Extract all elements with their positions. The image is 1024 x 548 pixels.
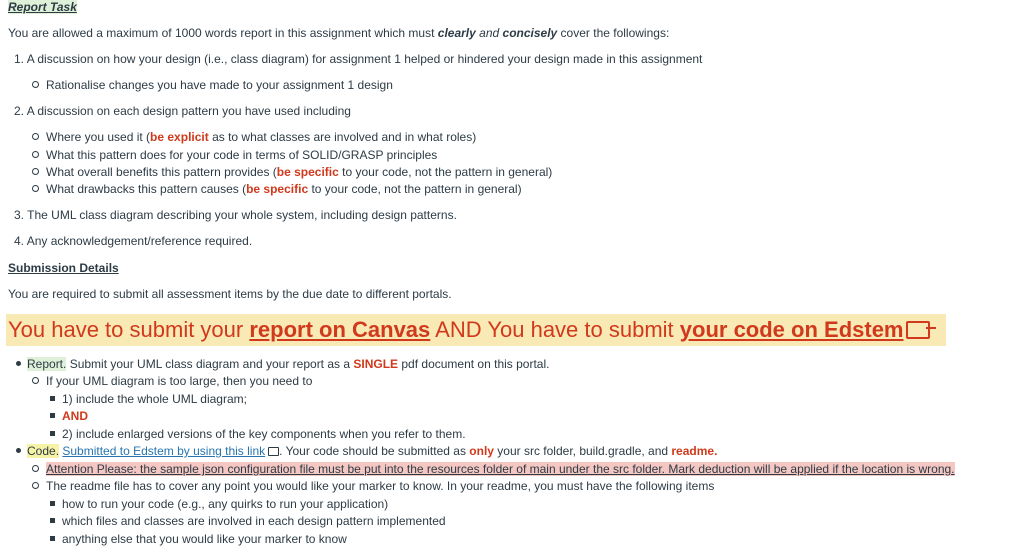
circle-bullet-icon (32, 185, 39, 192)
list-item-2-sub-c: What overall benefits this pattern provides (be specific to your code, not the pattern in general) (32, 164, 552, 180)
code-edstem-link[interactable]: your code on Edstem (679, 317, 904, 342)
list-item-1: 1. A discussion on how your design (i.e., class diagram) for assignment 1 helped or hindered your design made in this assignment (14, 52, 703, 66)
report-canvas-link[interactable]: report on Canvas (249, 317, 431, 342)
circle-bullet-icon (32, 377, 39, 384)
edstem-submission-link[interactable]: Submitted to Edstem by using this link (62, 444, 266, 458)
list-item-1-sub: Rationalise changes you have made to your assignment 1 design (32, 77, 393, 93)
code-sub-attention: Attention Please: the sample json configuration file must be put into the resources folder of main under the src folder. Mark deduction will be applied if the location is wrong. (32, 461, 955, 477)
code-sub-item-3: anything else that you would like your marker to know (50, 531, 347, 547)
square-bullet-icon (50, 431, 55, 436)
dot-bullet-icon (16, 448, 21, 453)
report-bullet: Report. Submit your UML class diagram and your report as a SINGLE pdf document on this portal. (16, 356, 549, 372)
report-task-heading: Report Task (8, 0, 77, 14)
submission-banner: You have to submit your report on Canvas AND You have to submit your code on Edstem (6, 314, 946, 346)
square-bullet-icon (50, 396, 55, 401)
code-sub-item-2: which files and classes are involved in each design pattern implemented (50, 513, 446, 529)
square-bullet-icon (50, 413, 55, 418)
square-bullet-icon (50, 518, 55, 523)
circle-bullet-icon (32, 151, 39, 158)
dot-bullet-icon (16, 361, 21, 366)
circle-bullet-icon (32, 482, 39, 489)
code-bullet: Code. Submitted to Edstem by using this link . Your code should be submitted as only your src folder, build.gradle, and readme. (16, 443, 717, 459)
intro-paragraph: You are allowed a maximum of 1000 words report in this assignment which must clearly and concisely cover the followings: (8, 26, 670, 40)
list-item-2-sub-a: Where you used it (be explicit as to what classes are involved and in what roles) (32, 129, 476, 145)
list-item-4: 4. Any acknowledgement/reference required. (14, 234, 253, 248)
list-item-3: 3. The UML class diagram describing your whole system, including design patterns. (14, 208, 457, 222)
external-link-icon (268, 447, 279, 456)
report-sub-line: If your UML diagram is too large, then you need to (32, 373, 312, 389)
report-sub-item-1: 1) include the whole UML diagram; (50, 391, 247, 407)
circle-bullet-icon (32, 465, 39, 472)
submission-details-heading: Submission Details (8, 261, 119, 275)
list-item-2: 2. A discussion on each design pattern you have used including (14, 104, 351, 118)
list-item-2-sub-d: What drawbacks this pattern causes (be specific to your code, not the pattern in general) (32, 181, 522, 197)
circle-bullet-icon (32, 133, 39, 140)
circle-bullet-icon (32, 168, 39, 175)
code-sub-readme: The readme file has to cover any point you would like your marker to know. In your readme, you must have the following items (32, 478, 714, 494)
list-item-2-sub-b: What this pattern does for your code in terms of SOLID/GRASP principles (32, 147, 437, 163)
circle-bullet-icon (32, 81, 39, 88)
report-sub-item-3: 2) include enlarged versions of the key components when you refer to them. (50, 426, 466, 442)
square-bullet-icon (50, 536, 55, 541)
external-link-icon (906, 321, 930, 339)
square-bullet-icon (50, 501, 55, 506)
submission-paragraph: You are required to submit all assessment items by the due date to different portals. (8, 287, 452, 301)
report-sub-item-2: AND (50, 408, 88, 424)
code-sub-item-1: how to run your code (e.g., any quirks to run your application) (50, 496, 388, 512)
